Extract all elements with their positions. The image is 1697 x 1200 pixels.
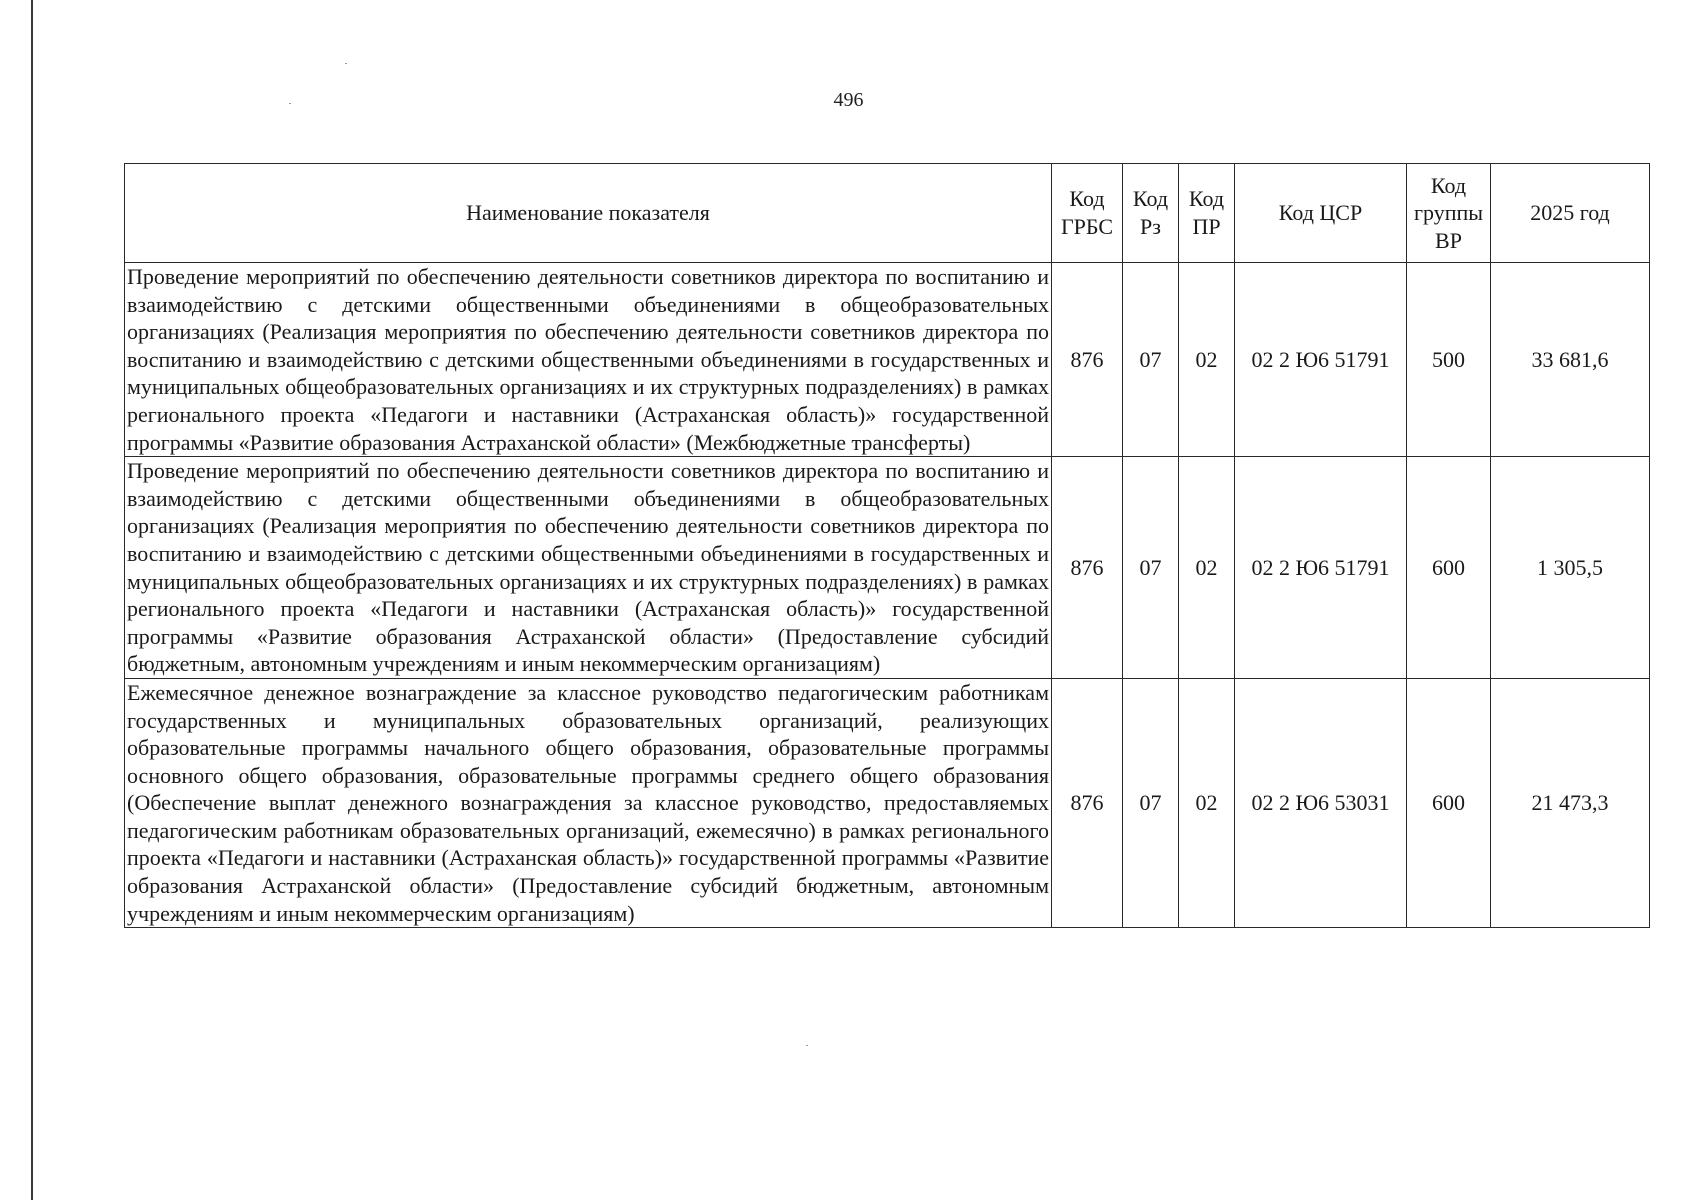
row-name-cell: Проведение мероприятий по обеспечению деятельности советников директора по воспитанию и взаимодействию с детскими общественными объединениями в общеобразовательных организациях (Реализация мероприятия по обеспечению деятельности советников директора по воспитанию и взаимодействию с детскими общественными объединениями в государственных и муниципальных общеобразовательных организациях и их структурных подразделениях) в рамках регионального проекта «Педагоги и наставники (Астраханская область)» государственной программы «Развитие образования Астраханской области» (Предоставление субсидий бюджетным, автономным учреждениям и иным некоммерческим организациям): [125, 457, 1052, 679]
page-number: 496: [833, 89, 864, 111]
header-year: 2025 год: [1491, 164, 1650, 263]
row-csr-cell: 02 2 Ю6 53031: [1235, 678, 1407, 927]
header-row: [125, 164, 1650, 263]
row-pr-cell: 02: [1179, 457, 1235, 679]
row-amount-cell: 33 681,6: [1491, 263, 1650, 457]
row-rz-cell: 07: [1123, 457, 1179, 679]
row-grbs-cell: 876: [1052, 263, 1123, 457]
row-amount-cell: 21 473,3: [1491, 678, 1650, 927]
row-vr-cell: 600: [1407, 457, 1491, 679]
header-name: Наименование показателя: [125, 164, 1052, 263]
header-grbs: Код ГРБС: [1052, 164, 1123, 263]
row-csr-cell: 02 2 Ю6 51791: [1235, 263, 1407, 457]
row-vr-cell: 500: [1407, 263, 1491, 457]
scan-speck: [806, 1045, 808, 1046]
budget-table: [124, 163, 1650, 928]
binding-margin-line: [31, 0, 33, 1200]
scan-speck: [345, 63, 347, 64]
header-rz: Код Рз: [1123, 164, 1179, 263]
table-row: [125, 678, 1650, 927]
row-pr-cell: 02: [1179, 263, 1235, 457]
row-name-cell: Ежемесячное денежное вознаграждение за классное руководство педагогическим работникам государственных и муниципальных образовательных организаций, реализующих образовательные программы начального общего образования, образовательные программы основного общего образования, образовательные программы среднего общего образования (Обеспечение выплат денежного вознаграждения за классное руководство, предоставляемых педагогическим работникам образовательных организаций, ежемесячно) в рамках регионального проекта «Педагоги и наставники (Астраханская область)» государственной программы «Развитие образования Астраханской области» (Предоставление субсидий бюджетным, автономным учреждениям и иным некоммерческим организациям): [125, 678, 1052, 927]
row-amount-cell: 1 305,5: [1491, 457, 1650, 679]
row-vr-cell: 600: [1407, 678, 1491, 927]
table-row: [125, 263, 1650, 457]
row-pr-cell: 02: [1179, 678, 1235, 927]
row-grbs-cell: 876: [1052, 457, 1123, 679]
row-csr-cell: 02 2 Ю6 51791: [1235, 457, 1407, 679]
header-vr: Код группы ВР: [1407, 164, 1491, 263]
row-grbs-cell: 876: [1052, 678, 1123, 927]
header-csr: Код ЦСР: [1235, 164, 1407, 263]
row-rz-cell: 07: [1123, 263, 1179, 457]
row-rz-cell: 07: [1123, 678, 1179, 927]
row-name-cell: Проведение мероприятий по обеспечению деятельности советников директора по воспитанию и взаимодействию с детскими общественными объединениями в общеобразовательных организациях (Реализация мероприятия по обеспечению деятельности советников директора по воспитанию и взаимодействию с детскими общественными объединениями в государственных и муниципальных общеобразовательных организациях и их структурных подразделениях) в рамках регионального проекта «Педагоги и наставники (Астраханская область)» государственной программы «Развитие образования Астраханской области» (Межбюджетные трансферты): [125, 263, 1052, 457]
table-row: [125, 457, 1650, 679]
header-pr: Код ПР: [1179, 164, 1235, 263]
